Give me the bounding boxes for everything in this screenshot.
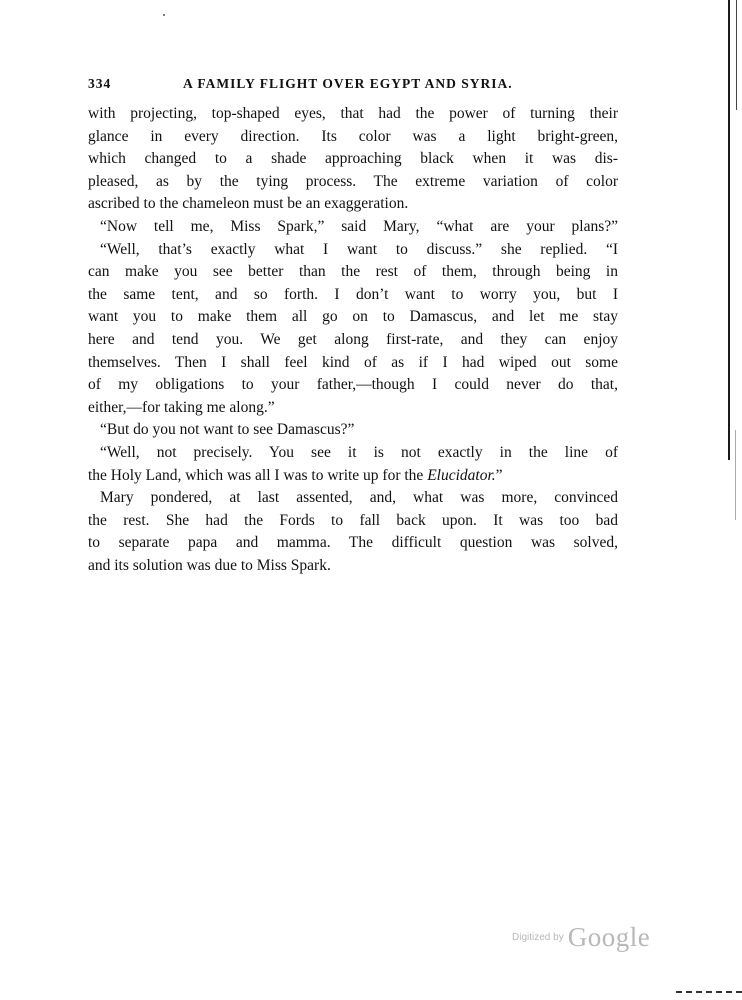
running-title: A FAMILY FLIGHT OVER EGYPT AND SYRIA.	[183, 76, 513, 91]
text-segment: ”	[495, 466, 503, 484]
page-edge-line	[728, 0, 730, 460]
digitized-by-google-watermark	[512, 922, 650, 958]
text-line: which changed to a shade approaching black when it was dis-	[88, 150, 618, 168]
text-line: Mary pondered, at last assented, and, what was more, convinced	[100, 489, 618, 507]
italic-title: Elucidator.	[427, 466, 496, 484]
text-line: the rest. She had the Fords to fall back upon. It was too bad	[88, 511, 618, 529]
text-line: glance in every direction. Its color was a light bright-green,	[88, 127, 618, 145]
text-line: here and tend you. We get along first-rate, and they can enjoy	[88, 330, 618, 348]
scan-speck	[163, 14, 165, 16]
text-line: can make you see better than the rest of them, through being in	[88, 263, 618, 281]
scan-edge-mark	[676, 991, 742, 993]
text-line-with-italic	[88, 465, 618, 488]
text-line: “Well, that’s exactly what I want to discuss.” she replied. “I	[100, 240, 618, 258]
page-number: 334	[88, 76, 112, 91]
text-line: “Now tell me, Miss Spark,” said Mary, “what are your plans?”	[100, 217, 618, 235]
text-line: “Well, not precisely. You see it is not exactly in the line of	[100, 443, 618, 461]
text-line: ascribed to the chameleon must be an exaggeration.	[88, 195, 409, 213]
body-text	[88, 103, 618, 577]
text-line: “But do you not want to see Damascus?”	[100, 421, 355, 439]
page-edge-marks	[735, 430, 739, 520]
text-segment: the Holy Land, which was all I was to write up for the	[88, 466, 428, 484]
text-line: with projecting, top-shaped eyes, that had the power of turning their	[88, 105, 618, 122]
google-logo-text: Google	[567, 922, 651, 952]
text-line: and its solution was due to Miss Spark.	[88, 556, 331, 574]
text-line: the same tent, and so forth. I don’t want to worry you, but I	[88, 285, 618, 303]
text-line: pleased, as by the tying process. The extreme variation of color	[88, 172, 618, 190]
page-edge-line-secondary	[736, 0, 737, 110]
text-line: of my obligations to your father,—though I could never do that,	[88, 376, 618, 394]
text-line: themselves. Then I shall feel kind of as if I had wiped out some	[88, 353, 618, 371]
text-line: to separate papa and mamma. The difficult question was solved,	[88, 534, 618, 552]
watermark-prefix: Digitized by	[512, 932, 564, 943]
text-line: either,—for taking me along.”	[88, 398, 275, 416]
text-line: want you to make them all go on to Damascus, and let me stay	[88, 308, 618, 326]
running-head	[88, 76, 648, 96]
